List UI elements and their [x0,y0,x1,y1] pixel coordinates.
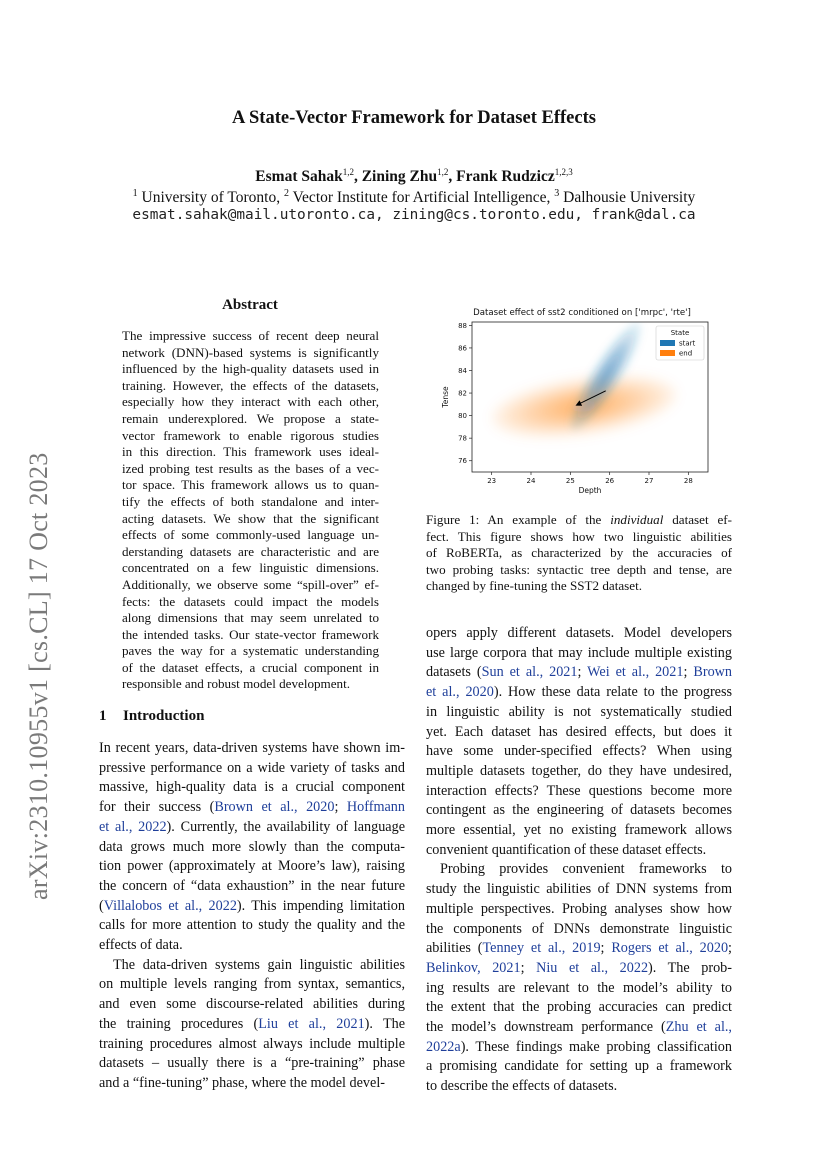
abstract-line: paves the way for a systematic understanding [122,643,379,659]
y-tick-label: 88 [458,321,467,330]
text-line [426,782,732,802]
text-line [426,529,732,546]
text-line [426,762,732,782]
text-run: have some under-specified effects? When using [426,743,732,760]
text-run: Figure 1: An example of the [426,512,611,527]
text-line [426,979,732,999]
text-run: fect. This figure shows how two linguistic abilities [426,528,732,544]
text-line [99,995,405,1015]
text-line [99,778,405,798]
text-line [99,1015,405,1035]
legend [656,326,704,360]
legend-swatch [660,350,675,356]
affiliation-name: University of Toronto [141,189,277,206]
text-run: ; [334,799,347,816]
legend-label: start [679,339,696,348]
author-name: Esmat Sahak [255,168,343,185]
text-run: and a “fine-tuning” phase, where the model devel- [99,1074,385,1091]
text-run: study the linguistic abilities of DNN systems from [426,881,732,898]
x-tick-label: 24 [526,477,536,485]
citation-link[interactable]: Brown [693,664,732,681]
text-line [426,512,732,529]
text-line [99,818,405,838]
text-run: to describe the effects of datasets. [426,1078,618,1095]
author-affiliation-marker: 1,2,3 [554,167,573,177]
text-line [99,956,405,976]
email-link[interactable]: frank@dal.ca [591,207,696,223]
citation-link[interactable]: Belinkov, 2021 [426,959,521,976]
citation-link[interactable]: et al., 2020 [426,684,494,701]
text-line [99,759,405,779]
text-run: interaction effects? These questions become more [426,782,732,799]
text-line [99,838,405,858]
affiliation-name: Vector Institute for Artificial Intelligence [292,189,547,206]
text-run: more essential, yet no existing framework allows [426,822,732,839]
text-line [426,1018,732,1038]
text-run: datasets ( [426,664,482,681]
text-run: changed by fine-tuning the SST2 dataset. [426,578,642,593]
affiliation-marker: 1 [132,188,138,199]
citation-link[interactable]: Liu et al., 2021 [258,1015,365,1032]
text-run: the model’s downstream performance ( [426,1019,666,1036]
abstract-line: ized probing test results as the bases of a vec- [122,460,379,476]
y-tick-label: 76 [458,457,467,466]
text-line [426,1038,732,1058]
text-run: Probing provides convenient frameworks to [440,861,732,878]
y-tick-label: 86 [458,344,467,353]
text-line [426,841,732,861]
text-line [426,703,732,723]
text-line [426,1057,732,1077]
text-line [426,959,732,979]
text-line [426,578,732,595]
text-run: ; [600,940,612,957]
abstract-line: The impressive success of recent deep neural [122,328,379,343]
text-run: use large corpora that may include multiple existing [426,644,732,661]
text-line [99,857,405,877]
text-line [426,998,732,1018]
text-run: dataset ef- [663,512,733,527]
text-line [426,801,732,821]
text-run: ; [577,664,588,681]
text-line [99,1054,405,1074]
abstract-line: tify the effects of both standalone and inter- [122,493,379,509]
abstract-line: fects: the datasets could impact the models [122,593,379,609]
author-affiliation-marker: 1,2 [437,167,449,177]
text-run: ). The prob- [648,959,732,976]
text-run: ). This impending limitation [236,897,405,914]
text-run: the training procedures ( [99,1015,259,1032]
text-run: on multiple levels ranging from syntax, semantics, [99,976,405,993]
citation-link[interactable]: Villalobos et al., 2022 [103,897,237,914]
author-affiliation-marker: 1,2 [342,167,354,177]
text-line [426,723,732,743]
text-line [99,739,405,759]
abstract-line: responsible and robust model development. [122,676,351,692]
abstract-line: the intended tasks. Our state-vector framework [122,626,379,642]
citation-link[interactable]: Niu et al., 2022 [536,959,649,976]
abstract-line: in this direction. This framework uses ideal- [122,444,379,460]
abstract-line: derstanding datasets are characteristic and are [122,543,379,559]
introduction-text-continued [426,624,732,1097]
affiliation-marker: 3 [554,188,560,199]
text-run: data grows much more slowly than the computa- [99,838,405,855]
section-number: 1 [99,708,107,724]
text-line [426,900,732,920]
abstract-line: acting datasets. We show that the significant [122,510,379,526]
text-run: of RoBERTa, as characterized by the accuracies of [426,545,732,560]
text-line [426,663,732,683]
affiliation-list: $^1$ University of Toronto, $^2$ Vector Institute for Artificial Intelligence, $^3$ Dalhousie University [132,188,696,206]
abstract-line: of the dataset effects, a crucial component in [122,659,379,675]
text-line [426,742,732,762]
text-run: ). These findings make probing classification [460,1038,732,1055]
citation-link[interactable]: Sun et al., 2021 [481,664,578,681]
affiliation-marker: 2 [283,188,289,199]
legend-label: end [679,349,693,358]
text-run: The data-driven systems gain linguistic abilities [113,956,405,973]
abstract-line: along dimensions that may seem unrelated to [122,610,379,626]
text-line [426,562,732,579]
text-run: In recent years, data-driven systems have shown im- [99,740,405,756]
text-line [426,1077,732,1097]
text-run: ; [520,959,537,976]
text-run: multiple perspectives. Probing analyses show how [426,900,732,917]
text-run: individual [610,512,664,527]
text-line [426,545,732,562]
abstract-line: especially how they interact with each other, [122,394,379,410]
email-link[interactable]: esmat.sahak@mail.utoronto.ca [132,207,375,223]
email-list: esmat.sahak@mail.utoronto.ca, zining@cs.toronto.edu, frank@dal.ca [132,207,696,223]
abstract-line: concentrated on a few linguistic dimensions. [122,560,379,576]
citation-link[interactable]: 2022a [426,1038,461,1055]
text-run: effects of data. [99,937,183,954]
y-tick-label: 78 [458,434,467,443]
y-axis-label: Tense [441,386,450,408]
text-line [426,860,732,880]
citation-link[interactable]: Wei et al., 2021 [587,664,684,681]
text-run: ). How these data relate to the progress [493,684,733,701]
text-line [426,880,732,900]
text-run: ( [99,897,104,914]
abstract-line: influenced by the high-quality datasets used in [122,361,379,377]
text-line [426,920,732,940]
text-run: yet. Each dataset has desired effects, but does it [426,723,732,740]
abstract-line: Additionally, we observe some “spill-over” ef- [122,576,379,592]
text-run: ). The [364,1015,406,1032]
author-name: Zining Zhu [361,168,438,185]
text-line [99,975,405,995]
text-run: training procedures almost always include multiple [99,1035,405,1052]
text-line [426,939,732,959]
legend-title: State [670,329,690,337]
y-tick-label: 82 [458,389,467,398]
paper-title: A State-Vector Framework for Dataset Effects [232,108,596,128]
section-heading [99,708,204,725]
abstract-line: remain underexplored. We propose a state- [122,410,379,426]
x-tick-label: 28 [683,477,693,485]
text-line [99,916,405,936]
text-line [99,897,405,917]
text-run: opers apply different datasets. Model developers [426,625,732,641]
abstract-line: effects of some commonly-used language un- [122,527,379,543]
text-line [426,821,732,841]
text-line [99,1035,405,1055]
text-run: convenient quantification of these dataset effects. [426,841,707,858]
citation-link[interactable]: Tenney et al., 2019 [482,940,601,957]
legend-swatch [660,340,675,346]
abstract-line: training. However, the effects of the datasets, [122,377,379,393]
text-run: the concern of “data exhaustion” in the near future [99,877,405,894]
author-list: Esmat Sahak$^{1,2}$, Zining Zhu$^{1,2}$, Frank Rudzicz$^{1,2,3}$ [255,167,573,185]
text-line [99,1074,405,1094]
text-run: ; [683,664,694,681]
text-run: calls for more attention to study the quality and the [99,917,405,934]
abstract-line: vector framework to enable rigorous studies [122,427,379,443]
citation-link[interactable]: Zhu et al., [665,1019,732,1036]
text-line [426,624,732,644]
chart-title: Dataset effect of sst2 conditioned on ['mrpc', 'rte'] [473,308,691,318]
text-run: multiple datasets together, do they have undesired, [426,762,732,779]
text-run: a promising candidate for setting up a framework [426,1058,732,1075]
text-run: abilities ( [426,940,483,957]
x-axis-label: Depth [578,486,602,495]
figure-caption [426,512,732,595]
arxiv-stamp: arXiv:2310.10955v1 [cs.CL] 17 Oct 2023 [24,452,53,900]
text-run: pressive performance on a wide variety of tasks and [99,759,405,776]
text-run: tion power (approximately at Moore’s law), raising [99,858,405,875]
figure-1-chart [426,300,732,500]
email-link[interactable]: zining@cs.toronto.edu [392,207,575,223]
abstract-body [122,328,379,693]
text-run: and even some discourse-related abilities during [99,996,405,1013]
citation-link[interactable]: Brown et al., 2020 [214,799,335,816]
citation-link[interactable]: Hoffmann [346,799,405,816]
introduction-text [99,739,405,1094]
x-tick-label: 26 [605,477,615,485]
text-line [99,936,405,956]
x-tick-label: 27 [644,477,654,485]
x-tick-label: 23 [487,477,497,485]
text-run: ; [728,940,732,957]
y-tick-label: 80 [458,412,467,421]
text-run: the components of DNNs demonstrate linguistic [426,920,732,937]
text-line [99,798,405,818]
abstract-line: tor space. This framework allows us to quan- [122,477,379,493]
citation-link[interactable]: Rogers et al., 2020 [611,940,729,957]
text-run: contingent as the engineering of datasets becomes [426,802,732,819]
text-run: for their success ( [99,799,215,816]
text-run: the extent that the probing accuracies can predict [426,999,732,1016]
affiliation-name: Dalhousie University [563,189,696,206]
author-name: Frank Rudzicz [456,168,555,185]
text-run: two probing tasks: syntactic tree depth and tense, are [426,561,732,577]
text-run: datasets – usually there is a “pre-training” phase [99,1055,405,1072]
text-run: massive, high-quality data is a crucial component [99,779,405,796]
text-line [426,683,732,703]
text-run: ing results are relevant to the model’s ability to [426,979,732,996]
text-run: in linguistic ability is not systematically studied [426,703,732,720]
section-title: Introduction [123,708,205,724]
abstract-heading: Abstract [222,297,278,313]
citation-link[interactable]: et al., 2022 [99,818,167,835]
x-tick-label: 25 [565,477,575,485]
y-tick-label: 84 [458,366,467,375]
abstract-line: network (DNN)-based systems is significantly [122,344,379,360]
text-line [99,877,405,897]
text-line [426,644,732,664]
text-run: ). Currently, the availability of language [166,818,405,835]
